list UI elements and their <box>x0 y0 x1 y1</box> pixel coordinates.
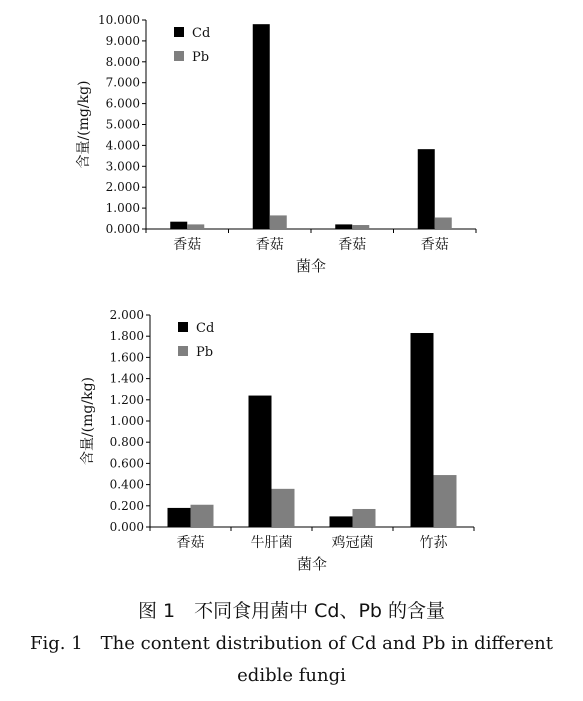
bar-pb <box>434 475 457 527</box>
y-tick-label: 0.600 <box>109 456 144 471</box>
x-axis-title: 菌伞 <box>296 555 328 573</box>
x-tick-label: 牛肝菌 <box>250 535 293 551</box>
y-tick-label: 1.000 <box>109 414 144 428</box>
bar-pb <box>435 218 452 229</box>
bar-cd <box>330 516 353 527</box>
y-tick-label: 0.800 <box>109 435 144 450</box>
legend-swatch-pb <box>178 346 188 356</box>
legend-label-cd: Cd <box>196 321 215 336</box>
x-tick-label: 香菇 <box>176 535 205 551</box>
x-tick-label: 香菇 <box>420 237 449 253</box>
y-tick-label: 10.000 <box>98 13 140 27</box>
bar-pb <box>191 505 214 527</box>
y-tick-label: 2.000 <box>105 180 140 195</box>
x-tick-label: 鸡冠菌 <box>331 535 374 551</box>
x-axis-title: 菌伞 <box>295 257 327 275</box>
figure-caption-english-line2: edible fungi <box>237 665 346 686</box>
y-tick-label: 1.800 <box>109 329 144 344</box>
bar-cd <box>335 224 352 229</box>
y-tick-label: 7.000 <box>105 75 140 90</box>
bar-cd <box>411 333 434 527</box>
bar-cd <box>418 149 435 229</box>
legend-label-pb: Pb <box>192 50 210 65</box>
bar-cd <box>249 396 272 527</box>
bar-cd <box>170 222 187 229</box>
legend-swatch-cd <box>174 27 184 37</box>
bar-pb <box>270 215 287 229</box>
bar-cd <box>253 24 270 229</box>
bar-pb <box>187 224 204 229</box>
x-tick-label: 香菇 <box>173 237 202 253</box>
x-tick-label: 香菇 <box>255 237 284 253</box>
bar-pb <box>353 509 376 527</box>
chart-top <box>0 0 583 290</box>
y-axis-title: 含量/(mg/kg) <box>80 376 96 466</box>
legend-label-pb: Pb <box>196 345 214 360</box>
y-tick-label: 0.000 <box>109 520 144 534</box>
bar-pb <box>352 225 369 229</box>
y-tick-label: 5.000 <box>105 117 140 132</box>
y-tick-label: 1.600 <box>109 350 144 365</box>
figure-caption-english-line1: Fig. 1 The content distribution of Cd and Pb in different <box>30 633 553 654</box>
x-tick-label: 竹荪 <box>419 535 448 551</box>
x-tick-label: 香菇 <box>338 237 367 253</box>
legend-swatch-pb <box>174 51 184 61</box>
y-tick-label: 9.000 <box>105 33 140 48</box>
y-tick-label: 3.000 <box>105 159 140 174</box>
bar-cd <box>168 508 191 527</box>
figure-caption-english <box>0 628 583 692</box>
figure-caption-chinese: 图 1 不同食用菌中 Cd、Pb 的含量 <box>137 600 446 622</box>
y-tick-label: 0.000 <box>105 222 140 236</box>
y-axis-title: 含量/(mg/kg) <box>76 80 92 169</box>
y-tick-label: 8.000 <box>105 54 140 69</box>
y-tick-label: 6.000 <box>105 96 140 111</box>
y-tick-label: 1.200 <box>109 392 144 407</box>
bar-pb <box>272 489 295 527</box>
legend-label-cd: Cd <box>192 26 211 41</box>
chart-bottom <box>0 295 583 585</box>
y-tick-label: 0.200 <box>109 498 144 513</box>
y-tick-label: 1.000 <box>105 201 140 216</box>
y-tick-label: 2.000 <box>109 308 144 322</box>
y-tick-label: 4.000 <box>105 138 140 153</box>
y-tick-label: 0.400 <box>109 477 144 492</box>
legend-swatch-cd <box>178 322 188 332</box>
y-tick-label: 1.400 <box>109 371 144 386</box>
